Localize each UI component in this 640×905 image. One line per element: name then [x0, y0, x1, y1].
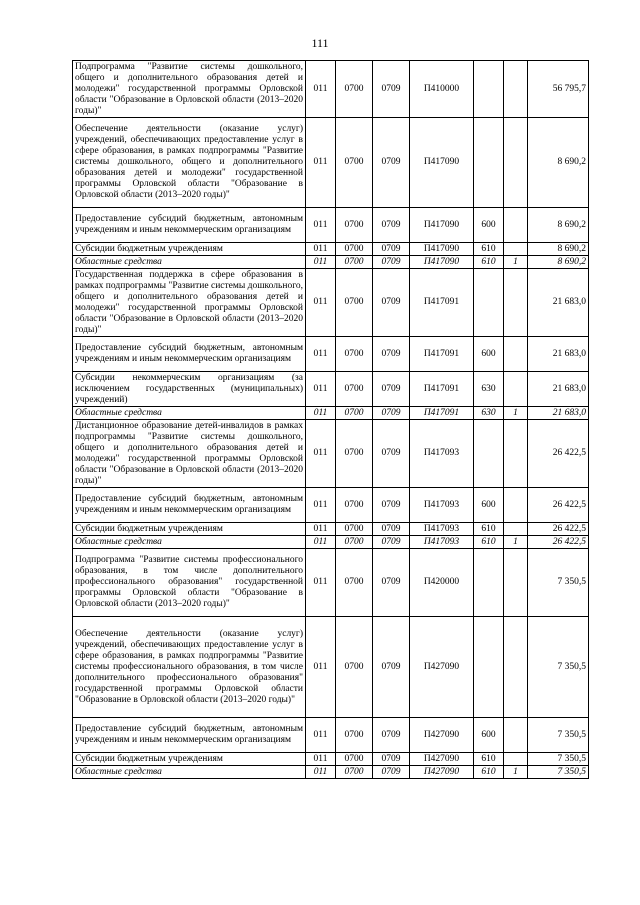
row-name-cell: Предоставление субсидий бюджетным, автономным учреждениям и иным некоммерческим организациям	[73, 208, 306, 243]
subsection-code-cell: 0709	[373, 536, 410, 549]
target-article-cell: П410000	[410, 61, 474, 118]
admin-code-cell: 011	[306, 337, 336, 372]
expense-type-cell: 600	[474, 488, 504, 523]
subsection-code-cell: 0709	[373, 407, 410, 420]
expense-type-cell: 630	[474, 372, 504, 407]
section-code-cell: 0700	[336, 488, 373, 523]
row-name-cell: Предоставление субсидий бюджетным, автономным учреждениям и иным некоммерческим организациям	[73, 337, 306, 372]
expense-type-cell	[474, 118, 504, 208]
funding-source-cell	[504, 488, 528, 523]
table-row	[73, 488, 589, 523]
funding-source-cell: 1	[504, 256, 528, 269]
target-article-cell: П417090	[410, 208, 474, 243]
expense-type-cell: 610	[474, 523, 504, 536]
section-code-cell: 0700	[336, 523, 373, 536]
funding-source-cell	[504, 208, 528, 243]
row-name-cell: Субсидии бюджетным учреждениям	[73, 523, 306, 536]
admin-code-cell: 011	[306, 372, 336, 407]
table-row	[73, 420, 589, 488]
row-name-cell: Государственная поддержка в сфере образования в рамках подпрограммы "Развитие системы дошкольного, общего и дополнительного образования детей и молодежи" государственной программы Орловской области "Образование в Орловской области (2013–2020 годы)"	[73, 269, 306, 337]
target-article-cell: П417090	[410, 256, 474, 269]
table-row	[73, 536, 589, 549]
admin-code-cell: 011	[306, 718, 336, 753]
row-name-cell: Субсидии бюджетным учреждениям	[73, 753, 306, 766]
subsection-code-cell: 0709	[373, 718, 410, 753]
funding-source-cell	[504, 372, 528, 407]
table-row	[73, 766, 589, 779]
admin-code-cell: 011	[306, 536, 336, 549]
subsection-code-cell: 0709	[373, 753, 410, 766]
admin-code-cell: 011	[306, 256, 336, 269]
row-name-cell: Областные средства	[73, 407, 306, 420]
expense-type-cell	[474, 420, 504, 488]
funding-source-cell	[504, 269, 528, 337]
page-number: 111	[311, 36, 329, 50]
subsection-code-cell: 0709	[373, 256, 410, 269]
row-name-cell: Субсидии бюджетным учреждениям	[73, 243, 306, 256]
target-article-cell: П417093	[410, 488, 474, 523]
funding-source-cell	[504, 118, 528, 208]
section-code-cell: 0700	[336, 753, 373, 766]
funding-source-cell: 1	[504, 407, 528, 420]
target-article-cell: П417090	[410, 243, 474, 256]
amount-cell: 21 683,0	[528, 407, 589, 420]
admin-code-cell: 011	[306, 407, 336, 420]
admin-code-cell: 011	[306, 617, 336, 718]
amount-cell: 21 683,0	[528, 337, 589, 372]
subsection-code-cell: 0709	[373, 372, 410, 407]
table-row	[73, 617, 589, 718]
subsection-code-cell: 0709	[373, 488, 410, 523]
funding-source-cell	[504, 523, 528, 536]
admin-code-cell: 011	[306, 766, 336, 779]
target-article-cell: П417091	[410, 269, 474, 337]
target-article-cell: П427090	[410, 617, 474, 718]
subsection-code-cell: 0709	[373, 337, 410, 372]
amount-cell: 56 795,7	[528, 61, 589, 118]
expense-type-cell: 610	[474, 536, 504, 549]
row-name-cell: Областные средства	[73, 766, 306, 779]
section-code-cell: 0700	[336, 617, 373, 718]
amount-cell: 7 350,5	[528, 718, 589, 753]
funding-source-cell	[504, 337, 528, 372]
admin-code-cell: 011	[306, 753, 336, 766]
admin-code-cell: 011	[306, 549, 336, 617]
section-code-cell: 0700	[336, 118, 373, 208]
admin-code-cell: 011	[306, 243, 336, 256]
section-code-cell: 0700	[336, 536, 373, 549]
table-row	[73, 372, 589, 407]
row-name-cell: Областные средства	[73, 536, 306, 549]
admin-code-cell: 011	[306, 488, 336, 523]
row-name-cell: Обеспечение деятельности (оказание услуг) учреждений, обеспечивающих предоставление услуг в сфере образования, в рамках подпрограммы "Развитие системы профессионального образования, в том числе дополнительного профессионального образования" государственной программы Орловской области "Образование в Орловской области (2013–2020 годы)"	[73, 617, 306, 718]
funding-source-cell	[504, 420, 528, 488]
row-name-cell: Подпрограмма "Развитие системы дошкольного, общего и дополнительного образования детей и молодежи" государственной программы Орловской области "Образование в Орловской области (2013–2020 годы)"	[73, 61, 306, 118]
expense-type-cell: 610	[474, 766, 504, 779]
admin-code-cell: 011	[306, 523, 336, 536]
funding-source-cell	[504, 718, 528, 753]
expense-type-cell: 600	[474, 337, 504, 372]
table-row	[73, 61, 589, 118]
expense-type-cell: 600	[474, 208, 504, 243]
target-article-cell: П417093	[410, 420, 474, 488]
funding-source-cell	[504, 617, 528, 718]
section-code-cell: 0700	[336, 256, 373, 269]
expense-type-cell: 610	[474, 243, 504, 256]
admin-code-cell: 011	[306, 118, 336, 208]
funding-source-cell	[504, 61, 528, 118]
row-name-cell: Подпрограмма "Развитие системы профессионального образования, в том числе дополнительного профессионального образования" государственной программы Орловской области "Образование в Орловской области (2013–2020 годы)"	[73, 549, 306, 617]
row-name-cell: Дистанционное образование детей-инвалидов в рамках подпрограммы "Развитие системы дошкольного, общего и дополнительного образования детей и молодежи" государственной программы Орловской области "Образование в Орловской области (2013–2020 годы)"	[73, 420, 306, 488]
table-row	[73, 256, 589, 269]
funding-source-cell	[504, 753, 528, 766]
section-code-cell: 0700	[336, 208, 373, 243]
table-row	[73, 523, 589, 536]
table-row	[73, 337, 589, 372]
subsection-code-cell: 0709	[373, 617, 410, 718]
section-code-cell: 0700	[336, 243, 373, 256]
amount-cell: 8 690,2	[528, 208, 589, 243]
subsection-code-cell: 0709	[373, 549, 410, 617]
table-row	[73, 269, 589, 337]
expense-type-cell	[474, 617, 504, 718]
amount-cell: 26 422,5	[528, 536, 589, 549]
target-article-cell: П417093	[410, 536, 474, 549]
amount-cell: 7 350,5	[528, 549, 589, 617]
expense-type-cell: 600	[474, 718, 504, 753]
expense-type-cell: 630	[474, 407, 504, 420]
table-row	[73, 407, 589, 420]
subsection-code-cell: 0709	[373, 243, 410, 256]
target-article-cell: П417091	[410, 407, 474, 420]
subsection-code-cell: 0709	[373, 269, 410, 337]
admin-code-cell: 011	[306, 420, 336, 488]
section-code-cell: 0700	[336, 269, 373, 337]
subsection-code-cell: 0709	[373, 420, 410, 488]
target-article-cell: П417091	[410, 337, 474, 372]
table-row	[73, 549, 589, 617]
funding-source-cell	[504, 549, 528, 617]
funding-source-cell: 1	[504, 536, 528, 549]
amount-cell: 26 422,5	[528, 488, 589, 523]
subsection-code-cell: 0709	[373, 118, 410, 208]
amount-cell: 7 350,5	[528, 753, 589, 766]
table-row	[73, 718, 589, 753]
row-name-cell: Областные средства	[73, 256, 306, 269]
table-row	[73, 208, 589, 243]
expense-type-cell: 610	[474, 753, 504, 766]
target-article-cell: П427090	[410, 753, 474, 766]
section-code-cell: 0700	[336, 372, 373, 407]
target-article-cell: П427090	[410, 766, 474, 779]
section-code-cell: 0700	[336, 549, 373, 617]
expense-type-cell	[474, 549, 504, 617]
expense-type-cell	[474, 61, 504, 118]
subsection-code-cell: 0709	[373, 766, 410, 779]
admin-code-cell: 011	[306, 208, 336, 243]
section-code-cell: 0700	[336, 766, 373, 779]
section-code-cell: 0700	[336, 718, 373, 753]
amount-cell: 8 690,2	[528, 118, 589, 208]
section-code-cell: 0700	[336, 61, 373, 118]
expense-type-cell: 610	[474, 256, 504, 269]
target-article-cell: П427090	[410, 718, 474, 753]
subsection-code-cell: 0709	[373, 208, 410, 243]
subsection-code-cell: 0709	[373, 523, 410, 536]
admin-code-cell: 011	[306, 61, 336, 118]
section-code-cell: 0700	[336, 407, 373, 420]
target-article-cell: П417093	[410, 523, 474, 536]
row-name-cell: Обеспечение деятельности (оказание услуг) учреждений, обеспечивающих предоставление услуг в сфере образования, в рамках подпрограммы "Развитие системы дошкольного, общего и дополнительного образования детей и молодежи" государственной программы Орловской области "Образование в Орловской области (2013–2020 годы)"	[73, 118, 306, 208]
amount-cell: 26 422,5	[528, 420, 589, 488]
target-article-cell: П420000	[410, 549, 474, 617]
funding-source-cell: 1	[504, 766, 528, 779]
subsection-code-cell: 0709	[373, 61, 410, 118]
row-name-cell: Предоставление субсидий бюджетным, автономным учреждениям и иным некоммерческим организациям	[73, 718, 306, 753]
table-row	[73, 753, 589, 766]
table-row	[73, 243, 589, 256]
row-name-cell: Предоставление субсидий бюджетным, автономным учреждениям и иным некоммерческим организациям	[73, 488, 306, 523]
table-row	[73, 118, 589, 208]
row-name-cell: Субсидии некоммерческим организациям (за исключением государственных (муниципальных) учреждений)	[73, 372, 306, 407]
admin-code-cell: 011	[306, 269, 336, 337]
amount-cell: 21 683,0	[528, 372, 589, 407]
section-code-cell: 0700	[336, 420, 373, 488]
section-code-cell: 0700	[336, 337, 373, 372]
expense-type-cell	[474, 269, 504, 337]
amount-cell: 7 350,5	[528, 617, 589, 718]
funding-source-cell	[504, 243, 528, 256]
target-article-cell: П417091	[410, 372, 474, 407]
target-article-cell: П417090	[410, 118, 474, 208]
amount-cell: 21 683,0	[528, 269, 589, 337]
amount-cell: 26 422,5	[528, 523, 589, 536]
amount-cell: 8 690,2	[528, 256, 589, 269]
amount-cell: 7 350,5	[528, 766, 589, 779]
budget-table	[72, 60, 589, 779]
amount-cell: 8 690,2	[528, 243, 589, 256]
